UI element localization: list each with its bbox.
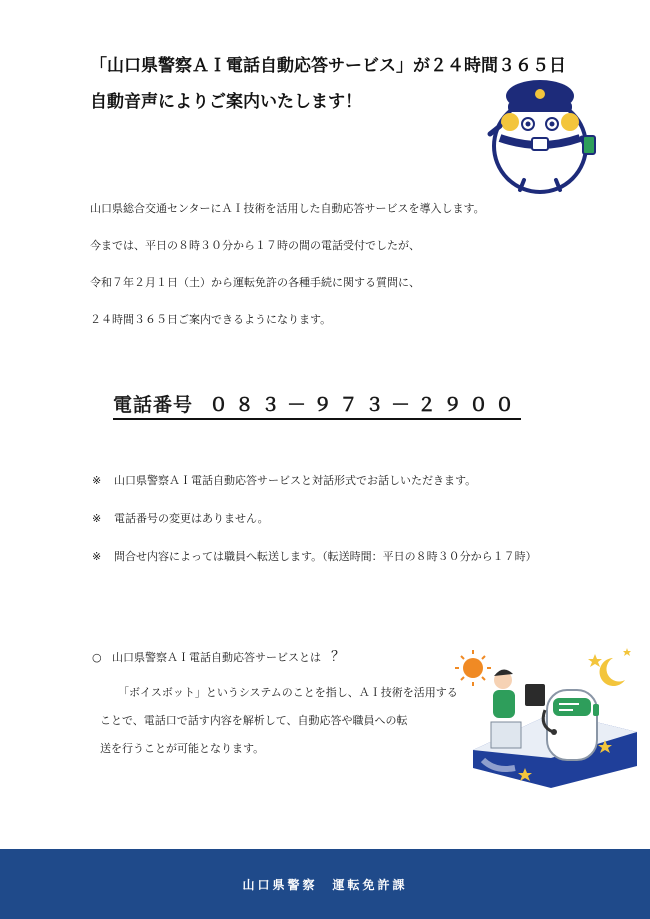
footer-text: 山口県警察 運転免許課 xyxy=(242,877,408,892)
note-item xyxy=(92,546,612,584)
intro-line: 令和７年２月１日（土）から運転免許の各種手続に関する質問に、 xyxy=(90,276,420,289)
about-title: 山口県警察ＡＩ電話自動応答サービスとは xyxy=(112,651,321,664)
about-heading xyxy=(92,646,452,682)
footer-bar xyxy=(0,849,650,919)
about-line: ことで、電話口で話す内容を解析して、自動応答や職員への転 xyxy=(100,714,408,727)
voicebot-illustration xyxy=(455,640,637,790)
note-mark: ※ xyxy=(92,474,102,487)
phone-number-line xyxy=(113,390,521,420)
intro-line: ２４時間３６５日ご案内できるようになります。 xyxy=(90,313,332,326)
headline-line-1: 「山口県警察ＡＩ電話自動応答サービス」が２４時間３６５日 xyxy=(90,56,566,76)
about-bullet: ○ xyxy=(92,651,102,664)
intro-line: 山口県総合交通センターにＡＩ技術を活用した自動応答サービスを導入します。 xyxy=(90,202,485,215)
note-text: 問合せ内容によっては職員へ転送します。（転送時間：平日の８時３０分から１７時） xyxy=(114,550,537,563)
about-line: 送を行うことが可能となります。 xyxy=(100,742,265,755)
note-text: 電話番号の変更はありません。 xyxy=(114,512,269,525)
phone-number: ０８３－９７３－２９００ xyxy=(209,394,522,416)
intro-line: 今までは、平日の８時３０分から１７時の間の電話受付でしたが、 xyxy=(90,239,420,252)
about-line: 「ボイスボット」というシステムのことを指し、ＡＩ技術を活用する xyxy=(118,686,458,699)
about-description xyxy=(92,682,458,766)
note-text: 山口県警察ＡＩ電話自動応答サービスと対話形式でお話しいただきます。 xyxy=(114,474,477,487)
intro-text xyxy=(90,198,570,346)
police-mascot-icon xyxy=(486,68,601,196)
notes-list xyxy=(92,470,612,584)
question-mark: ？ xyxy=(331,649,345,665)
headline-line-2: 自動音声によりご案内いたします！ xyxy=(90,92,362,112)
phone-label: 電話番号 xyxy=(113,394,194,416)
note-item xyxy=(92,508,612,546)
note-mark: ※ xyxy=(92,550,102,563)
note-mark: ※ xyxy=(92,512,102,525)
about-section xyxy=(92,646,458,766)
note-item xyxy=(92,470,612,508)
